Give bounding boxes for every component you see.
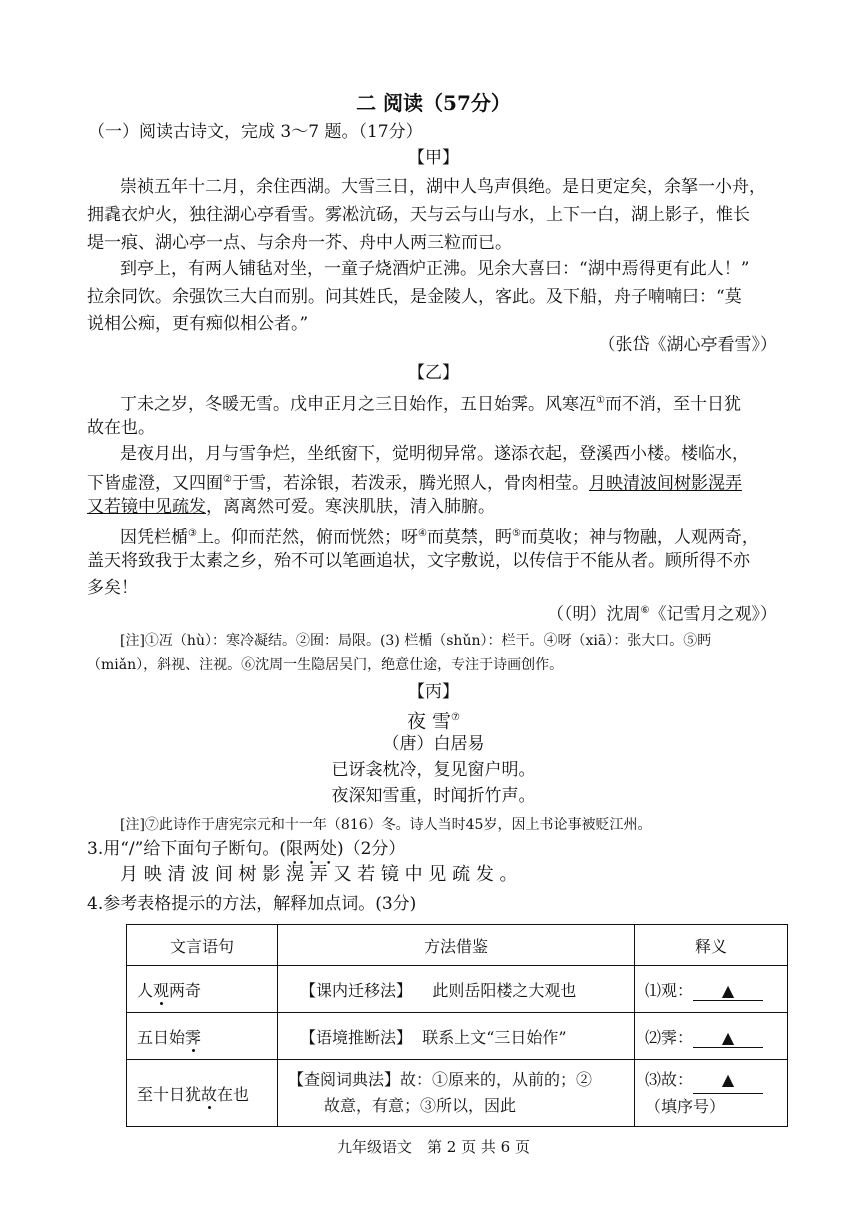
table-header: 文言语句 bbox=[127, 925, 278, 966]
dotted-word: 霁 bbox=[185, 1025, 201, 1048]
text: 《记雪月之观》） bbox=[649, 604, 777, 625]
text: 【语境推断法】 bbox=[300, 1027, 413, 1047]
text: 而莫禁，眄 bbox=[426, 527, 512, 548]
dotted-word: 故 bbox=[201, 1082, 217, 1105]
passage-yi-line: 故在也。 bbox=[87, 418, 155, 438]
underlined-sentence: 月映清波间树影滉弄 bbox=[588, 473, 742, 494]
passage-yi-note: （miǎn），斜视、注视。⑥沈周一生隐居吴门，绝意仕途，专注于诗画创作。 bbox=[87, 657, 564, 673]
answer-cell[interactable] bbox=[635, 1013, 788, 1060]
passage-jia-source: （张岱《湖心亭看雪》） bbox=[598, 335, 777, 355]
question-4-prompt: 4.参考表格提示的方法，解释加点词。(3分) bbox=[87, 894, 417, 914]
poem-author: （唐）白居易 bbox=[382, 734, 485, 754]
poem-verse: 已讶衾枕冷，复见窗户明。 bbox=[331, 760, 536, 780]
text: 于雪，若涂银，若泼汞，腾光照人，骨肉相莹。 bbox=[231, 473, 589, 494]
text: 【查阅词典法】故：①原来的，从前的；② bbox=[288, 1070, 593, 1089]
text: 下皆虚澄，又四囿 bbox=[87, 473, 223, 494]
answer-cell[interactable] bbox=[635, 966, 788, 1013]
dotted-word: 观 bbox=[153, 978, 169, 1001]
poem-bing-label: 【丙】 bbox=[408, 682, 459, 702]
footnote-mark: ② bbox=[223, 474, 232, 485]
answer-blank[interactable]: ▲ bbox=[693, 981, 763, 1001]
page-footer: 九年级语文 第 2 页 共 6 页 bbox=[337, 1138, 530, 1156]
passage-jia-line: 到亭上，有两人铺毡对坐，一童子烧酒炉正沸。见余大喜曰：“湖中焉得更有此人！” bbox=[120, 259, 750, 279]
table-header: 释义 bbox=[635, 925, 788, 966]
method-table bbox=[126, 924, 788, 1127]
poem-note: [注]⑦此诗作于唐宪宗元和十一年（816）冬。诗人当时45岁，因上书论事被贬江州。 bbox=[120, 817, 652, 833]
sentence-cell bbox=[127, 1013, 278, 1060]
text: ，离离然可爱。寒浃肌肤，清入肺腑。 bbox=[206, 497, 495, 517]
text: 而莫收；神与物融，人观两奇， bbox=[520, 527, 759, 548]
answer-cell[interactable] bbox=[635, 1060, 788, 1127]
text: ⑶故： bbox=[645, 1069, 694, 1089]
passage-yi-source bbox=[547, 600, 777, 626]
method-cell bbox=[278, 1060, 635, 1127]
footnote-mark: ① bbox=[596, 395, 605, 406]
passage-jia-label: 【甲】 bbox=[408, 148, 459, 168]
answer-blank[interactable]: ▲ bbox=[693, 1028, 763, 1048]
text: 故意，有意；③所以，因此 bbox=[324, 1096, 517, 1115]
method-cell bbox=[278, 966, 635, 1013]
passage-jia-line: 拉余同饮。余强饮三大白而别。问其姓氏，是金陵人，客此。及下船，舟子喃喃曰：“莫 bbox=[87, 287, 742, 307]
table-row bbox=[127, 1060, 788, 1127]
method-cell bbox=[278, 1013, 635, 1060]
text: 【课内迁移法】 bbox=[300, 980, 413, 1000]
passage-jia-line: 崇祯五年十二月，余住西湖。大雪三日，湖中人鸟声俱绝。是日更定矣，余拏一小舟， bbox=[120, 177, 766, 197]
footnote-mark: ⑦ bbox=[451, 712, 460, 723]
text: （（明）沈周 bbox=[547, 604, 641, 625]
part-one-instruction: （一）阅读古诗文，完成 3～7 题。（17分） bbox=[88, 122, 423, 142]
passage-yi-label: 【乙】 bbox=[408, 363, 459, 383]
text: 在也 bbox=[217, 1084, 250, 1104]
poem-verse: 夜深知雪重，时闻折竹声。 bbox=[331, 786, 536, 806]
text: 夜 雪 bbox=[406, 710, 452, 733]
poem-title bbox=[0, 707, 867, 732]
answer-line bbox=[645, 1067, 777, 1094]
section-title: 二 阅读（57分） bbox=[356, 91, 511, 115]
text: 丁未之岁，冬暖无雪。戊申正月之三日始作，五日始霁。风寒冱 bbox=[120, 394, 596, 415]
passage-jia-line: 堤一痕、湖心亭一点、与余舟一芥、舟中人两三粒而已。 bbox=[87, 233, 512, 253]
passage-yi-line: 是夜月出，月与雪争烂，坐纸窗下，觉明彻异常。遂添衣起，登溪西小楼。楼临水， bbox=[120, 444, 749, 464]
table-header: 方法借鉴 bbox=[278, 925, 635, 966]
passage-yi-line bbox=[120, 523, 759, 549]
answer-blank[interactable]: ▲ bbox=[693, 1067, 763, 1094]
passage-yi-line: 多矣！ bbox=[87, 578, 138, 598]
answer-note: （填序号） bbox=[645, 1096, 726, 1116]
underlined-sentence: 又若镜中见疏发 bbox=[87, 497, 206, 517]
text: )（2分） bbox=[336, 839, 406, 859]
passage-yi-note: [注]①冱（hù）：寒冷凝结。②囿：局限。(3) 栏楯（shǔn）：栏干。④呀（xiā）：张大口。⑤眄 bbox=[120, 633, 712, 649]
text: 而不消，至十日犹 bbox=[604, 394, 741, 415]
passage-jia-line: 拥毳衣炉火，独往湖心亭看雪。雾凇沆砀，天与云与山与水，上下一白，湖上影子，惟长 bbox=[87, 205, 750, 225]
passage-yi-line bbox=[120, 390, 741, 416]
text: 上。仰而茫然，俯而恍然；呀 bbox=[196, 527, 418, 548]
passage-jia-line: 说相公痴，更有痴似相公者。” bbox=[87, 314, 309, 334]
text: 五日始 bbox=[137, 1027, 186, 1047]
footnote-mark: ③ bbox=[188, 528, 197, 539]
sentence-cell bbox=[127, 966, 278, 1013]
sentence-cell bbox=[127, 1060, 278, 1127]
text: 联系上文“三日始作” bbox=[422, 1027, 567, 1047]
passage-yi-line bbox=[87, 496, 495, 518]
text: ⑵霁： bbox=[645, 1027, 694, 1047]
text: 3.用“/”给下面句子断句。( bbox=[87, 839, 286, 859]
text: 因凭栏楯 bbox=[120, 527, 188, 548]
dotted-text: 限两处 bbox=[285, 839, 337, 859]
footnote-mark: ④ bbox=[417, 528, 427, 539]
question-3-sentence: 月 映 清 波 间 树 影 滉 弄 又 若 镜 中 见 疏 发 。 bbox=[120, 864, 518, 885]
table-row bbox=[127, 1013, 788, 1060]
footnote-mark: ⑤ bbox=[511, 528, 521, 539]
table-row bbox=[127, 966, 788, 1013]
footnote-mark: ⑥ bbox=[640, 605, 650, 616]
text: ⑴观： bbox=[645, 980, 694, 1000]
passage-yi-line: 盖天将致我于太素之乡，殆不可以笔画追状，文字敷说，以传信于不能从者。顾所得不亦 bbox=[87, 551, 750, 571]
text: 至十日犹 bbox=[137, 1084, 202, 1104]
text: 两奇 bbox=[169, 980, 202, 1000]
text: 人 bbox=[137, 980, 154, 1000]
table-header-row bbox=[127, 925, 788, 966]
passage-yi-line bbox=[87, 469, 742, 495]
text: 此则岳阳楼之大观也 bbox=[432, 980, 577, 1000]
